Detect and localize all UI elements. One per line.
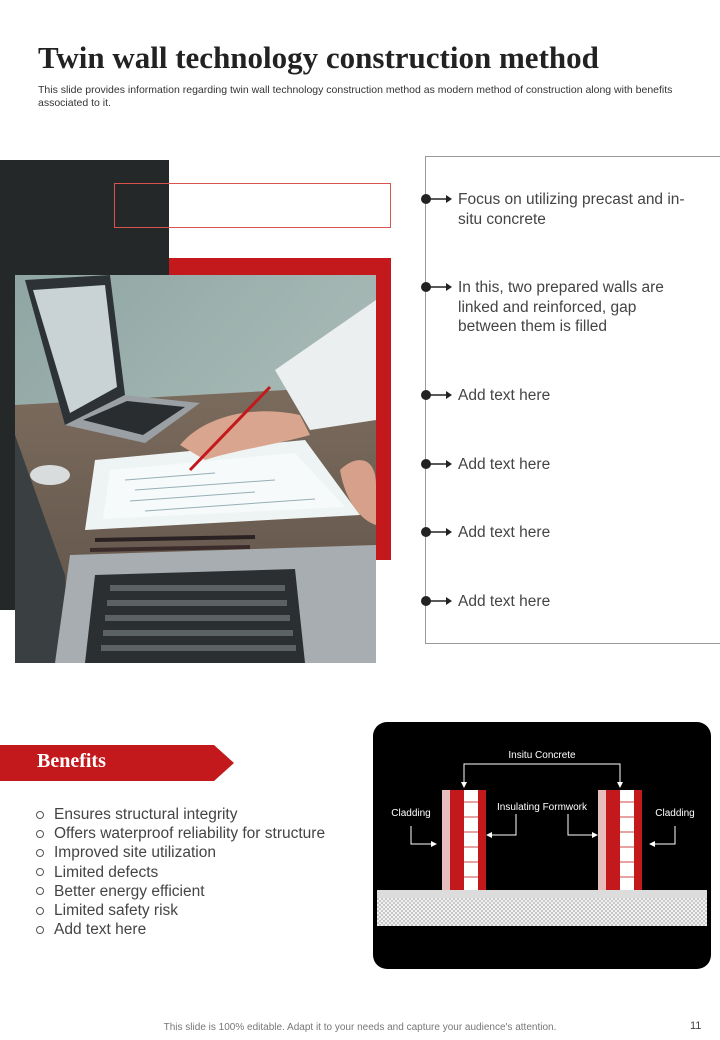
- circle-bullet-icon: [36, 887, 44, 895]
- point-text: Add text here: [458, 456, 551, 473]
- point-text: In this, two prepared walls are linked and reinforced, gap between them is filled: [458, 279, 664, 335]
- circle-bullet-icon: [36, 907, 44, 915]
- list-item: [36, 805, 325, 824]
- bullet-arrow-icon: [420, 455, 452, 473]
- benefit-text: Limited safety risk: [54, 902, 179, 920]
- list-item: [36, 920, 325, 939]
- circle-bullet-icon: [36, 868, 44, 876]
- circle-bullet-icon: [36, 849, 44, 857]
- benefit-text: Add text here: [54, 921, 147, 939]
- point-text: Add text here: [458, 593, 551, 610]
- benefit-text: Ensures structural integrity: [54, 806, 238, 823]
- bullet-arrow-icon: [420, 386, 452, 404]
- page-number: 11: [690, 1020, 702, 1032]
- cladding-left-label: Cladding: [391, 808, 431, 819]
- circle-bullet-icon: [36, 926, 44, 934]
- point-item: [420, 523, 688, 543]
- circle-bullet-icon: [36, 811, 44, 819]
- benefits-header-tag: [0, 745, 234, 781]
- bullet-arrow-icon: [420, 190, 452, 208]
- insulating-formwork-label: Insulating Formwork: [496, 802, 588, 813]
- page-subtitle: This slide provides information regarding twin wall technology construction method as modern method of construction along with benefits associated to it.: [38, 84, 673, 109]
- ground-fill: [377, 898, 707, 926]
- benefit-text: Better energy efficient: [54, 882, 205, 900]
- point-item: [420, 278, 688, 337]
- list-item: [36, 901, 325, 920]
- benefit-text: Limited defects: [54, 863, 159, 881]
- bullet-arrow-icon: [420, 278, 452, 296]
- point-text: Focus on utilizing precast and in-situ concrete: [458, 191, 685, 228]
- bullet-arrow-icon: [420, 523, 452, 541]
- bullet-arrow-icon: [420, 592, 452, 610]
- left-twin-wall: [442, 790, 486, 890]
- point-text: Add text here: [458, 387, 551, 404]
- list-item: [36, 882, 325, 901]
- point-item: [420, 455, 688, 475]
- twin-wall-diagram: [373, 722, 711, 969]
- list-item: [36, 863, 325, 882]
- right-twin-wall: [598, 790, 642, 890]
- cladding-right-label: Cladding: [655, 808, 695, 819]
- office-desk-photo: [15, 275, 376, 663]
- benefit-text: Offers waterproof reliability for structure: [54, 825, 326, 843]
- list-item: [36, 843, 325, 862]
- footer-note: This slide is 100% editable. Adapt it to your needs and capture your audience's attention.: [163, 1022, 557, 1033]
- page-title: Twin wall technology construction method: [38, 40, 599, 75]
- outline-decor-box: [114, 183, 391, 228]
- benefits-list: [36, 805, 325, 939]
- benefit-text: Improved site utilization: [54, 844, 216, 862]
- ground-top: [377, 890, 707, 898]
- point-item: [420, 592, 688, 612]
- insitu-concrete-label: Insitu Concrete: [508, 750, 576, 761]
- benefits-heading: Benefits: [37, 750, 106, 772]
- circle-bullet-icon: [36, 830, 44, 838]
- point-item: [420, 386, 688, 406]
- point-item: [420, 190, 688, 229]
- list-item: [36, 824, 325, 843]
- point-text: Add text here: [458, 524, 551, 541]
